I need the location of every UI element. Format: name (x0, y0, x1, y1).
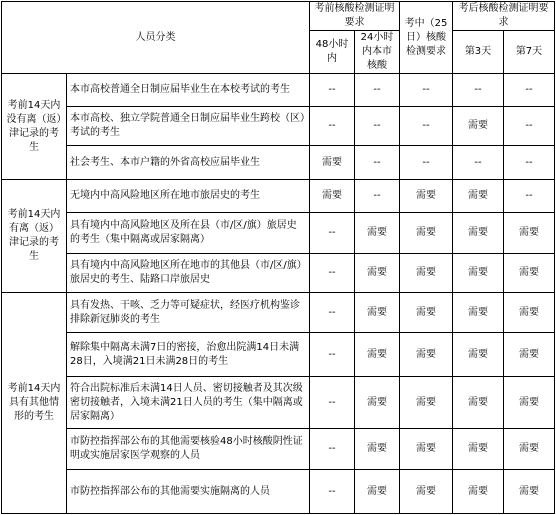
cell-48h: -- (310, 429, 355, 470)
cell-day3: 需要 (453, 333, 504, 377)
cell-24h: -- (355, 180, 400, 213)
header-mid-exam: 考中（25日）核酸检测要求 (400, 2, 453, 74)
cell-48h: 需要 (310, 180, 355, 213)
cell-day7: 需要 (504, 429, 555, 470)
cell-day3: 需要 (453, 213, 504, 254)
cell-24h: 需要 (355, 429, 400, 470)
table-row (2, 333, 555, 377)
cell-24h: 需要 (355, 213, 400, 254)
cell-mid: 需要 (400, 293, 453, 333)
cell-day3: 需要 (453, 254, 504, 293)
cell-48h: -- (310, 470, 355, 514)
cell-48h: -- (310, 107, 355, 146)
row-description: 具有境内中高风险地区及所在县（市/区/旗）旅居史的考生（集中隔离或居家隔离） (67, 213, 310, 254)
cell-day7: -- (504, 146, 555, 180)
group-label: 考前14天内具有其他情形的考生 (2, 293, 67, 514)
table-row (2, 213, 555, 254)
cell-24h: 需要 (355, 377, 400, 429)
cell-mid: 需要 (400, 377, 453, 429)
cell-day3: -- (453, 146, 504, 180)
cell-48h: -- (310, 377, 355, 429)
group-label: 考前14天内没有离（返）津记录的考生 (2, 74, 67, 180)
row-description: 解除集中隔离未满7日的密接，治愈出院满14日未满28日，入境满21日未满28日的考生 (67, 333, 310, 377)
header-row (2, 2, 555, 31)
row-description: 符合出院标准后未满14日人员、密切接触者及其次级密切接触者，入境未满21日人员的考生（集中隔离或居家隔离） (67, 377, 310, 429)
cell-48h: -- (310, 333, 355, 377)
table-row (2, 470, 555, 514)
cell-24h: 需要 (355, 254, 400, 293)
table-row (2, 377, 555, 429)
cell-48h: -- (310, 293, 355, 333)
table-row (2, 180, 555, 213)
cell-48h: -- (310, 74, 355, 107)
cell-day7: 需要 (504, 293, 555, 333)
table-row (2, 429, 555, 470)
row-description: 具有发热、干咳、乏力等可疑症状，经医疗机构鉴诊排除新冠肺炎的考生 (67, 293, 310, 333)
cell-day7: 需要 (504, 254, 555, 293)
cell-day3: 需要 (453, 293, 504, 333)
cell-24h: 需要 (355, 293, 400, 333)
cell-24h: -- (355, 107, 400, 146)
cell-24h: 需要 (355, 470, 400, 514)
cell-day3: 需要 (453, 470, 504, 514)
header-day7: 第7天 (504, 31, 555, 74)
header-day3: 第3天 (453, 31, 504, 74)
header-before-exam: 考前核酸检测证明要求 (310, 2, 400, 31)
table-row (2, 254, 555, 293)
row-description: 具有境内中高风险地区所在地市的其他县（市/区/旗）旅居史的考生、陆路口岸旅居史 (67, 254, 310, 293)
cell-day7: 需要 (504, 213, 555, 254)
cell-mid: 需要 (400, 470, 453, 514)
cell-mid: 需要 (400, 333, 453, 377)
cell-day3: 需要 (453, 107, 504, 146)
cell-day3: 需要 (453, 377, 504, 429)
cell-24h: 需要 (355, 333, 400, 377)
header-48h: 48小时内 (310, 31, 355, 74)
row-description: 本市高校、独立学院普通全日制应届毕业生跨校（区）考试的考生 (67, 107, 310, 146)
cell-day7: 需要 (504, 377, 555, 429)
table-row (2, 107, 555, 146)
cell-mid: 需要 (400, 213, 453, 254)
cell-mid: -- (400, 74, 453, 107)
cell-mid: 需要 (400, 429, 453, 470)
cell-mid: 需要 (400, 254, 453, 293)
table-row (2, 146, 555, 180)
group-label: 考前14天内有离（返）津记录的考生 (2, 180, 67, 293)
cell-day3: 需要 (453, 180, 504, 213)
cell-mid: -- (400, 107, 453, 146)
cell-48h: -- (310, 254, 355, 293)
row-description: 市防控指挥部公布的其他需要核验48小时核酸阴性证明或实施居家医学观察的人员 (67, 429, 310, 470)
cell-day3: 需要 (453, 429, 504, 470)
row-description: 社会考生、本市户籍的外省高校应届毕业生 (67, 146, 310, 180)
cell-48h: -- (310, 213, 355, 254)
requirements-table (1, 1, 555, 514)
cell-day7: 需要 (504, 333, 555, 377)
cell-day7: 需要 (504, 470, 555, 514)
header-after-exam: 考后核酸检测证明要求 (453, 2, 555, 31)
cell-day7: -- (504, 180, 555, 213)
cell-mid: -- (400, 146, 453, 180)
table-row (2, 293, 555, 333)
cell-day7: -- (504, 74, 555, 107)
cell-day7: -- (504, 107, 555, 146)
cell-day3: -- (453, 74, 504, 107)
row-description: 无境内中高风险地区所在地市旅居史的考生 (67, 180, 310, 213)
cell-48h: 需要 (310, 146, 355, 180)
cell-mid: 需要 (400, 180, 453, 213)
cell-24h: -- (355, 74, 400, 107)
row-description: 市防控指挥部公布的其他需要实施隔离的人员 (67, 470, 310, 514)
header-category: 人员分类 (2, 2, 310, 74)
header-24h: 24小时内本市核酸 (355, 31, 400, 74)
row-description: 本市高校普通全日制应届毕业生在本校考试的考生 (67, 74, 310, 107)
table-row (2, 74, 555, 107)
cell-24h: -- (355, 146, 400, 180)
